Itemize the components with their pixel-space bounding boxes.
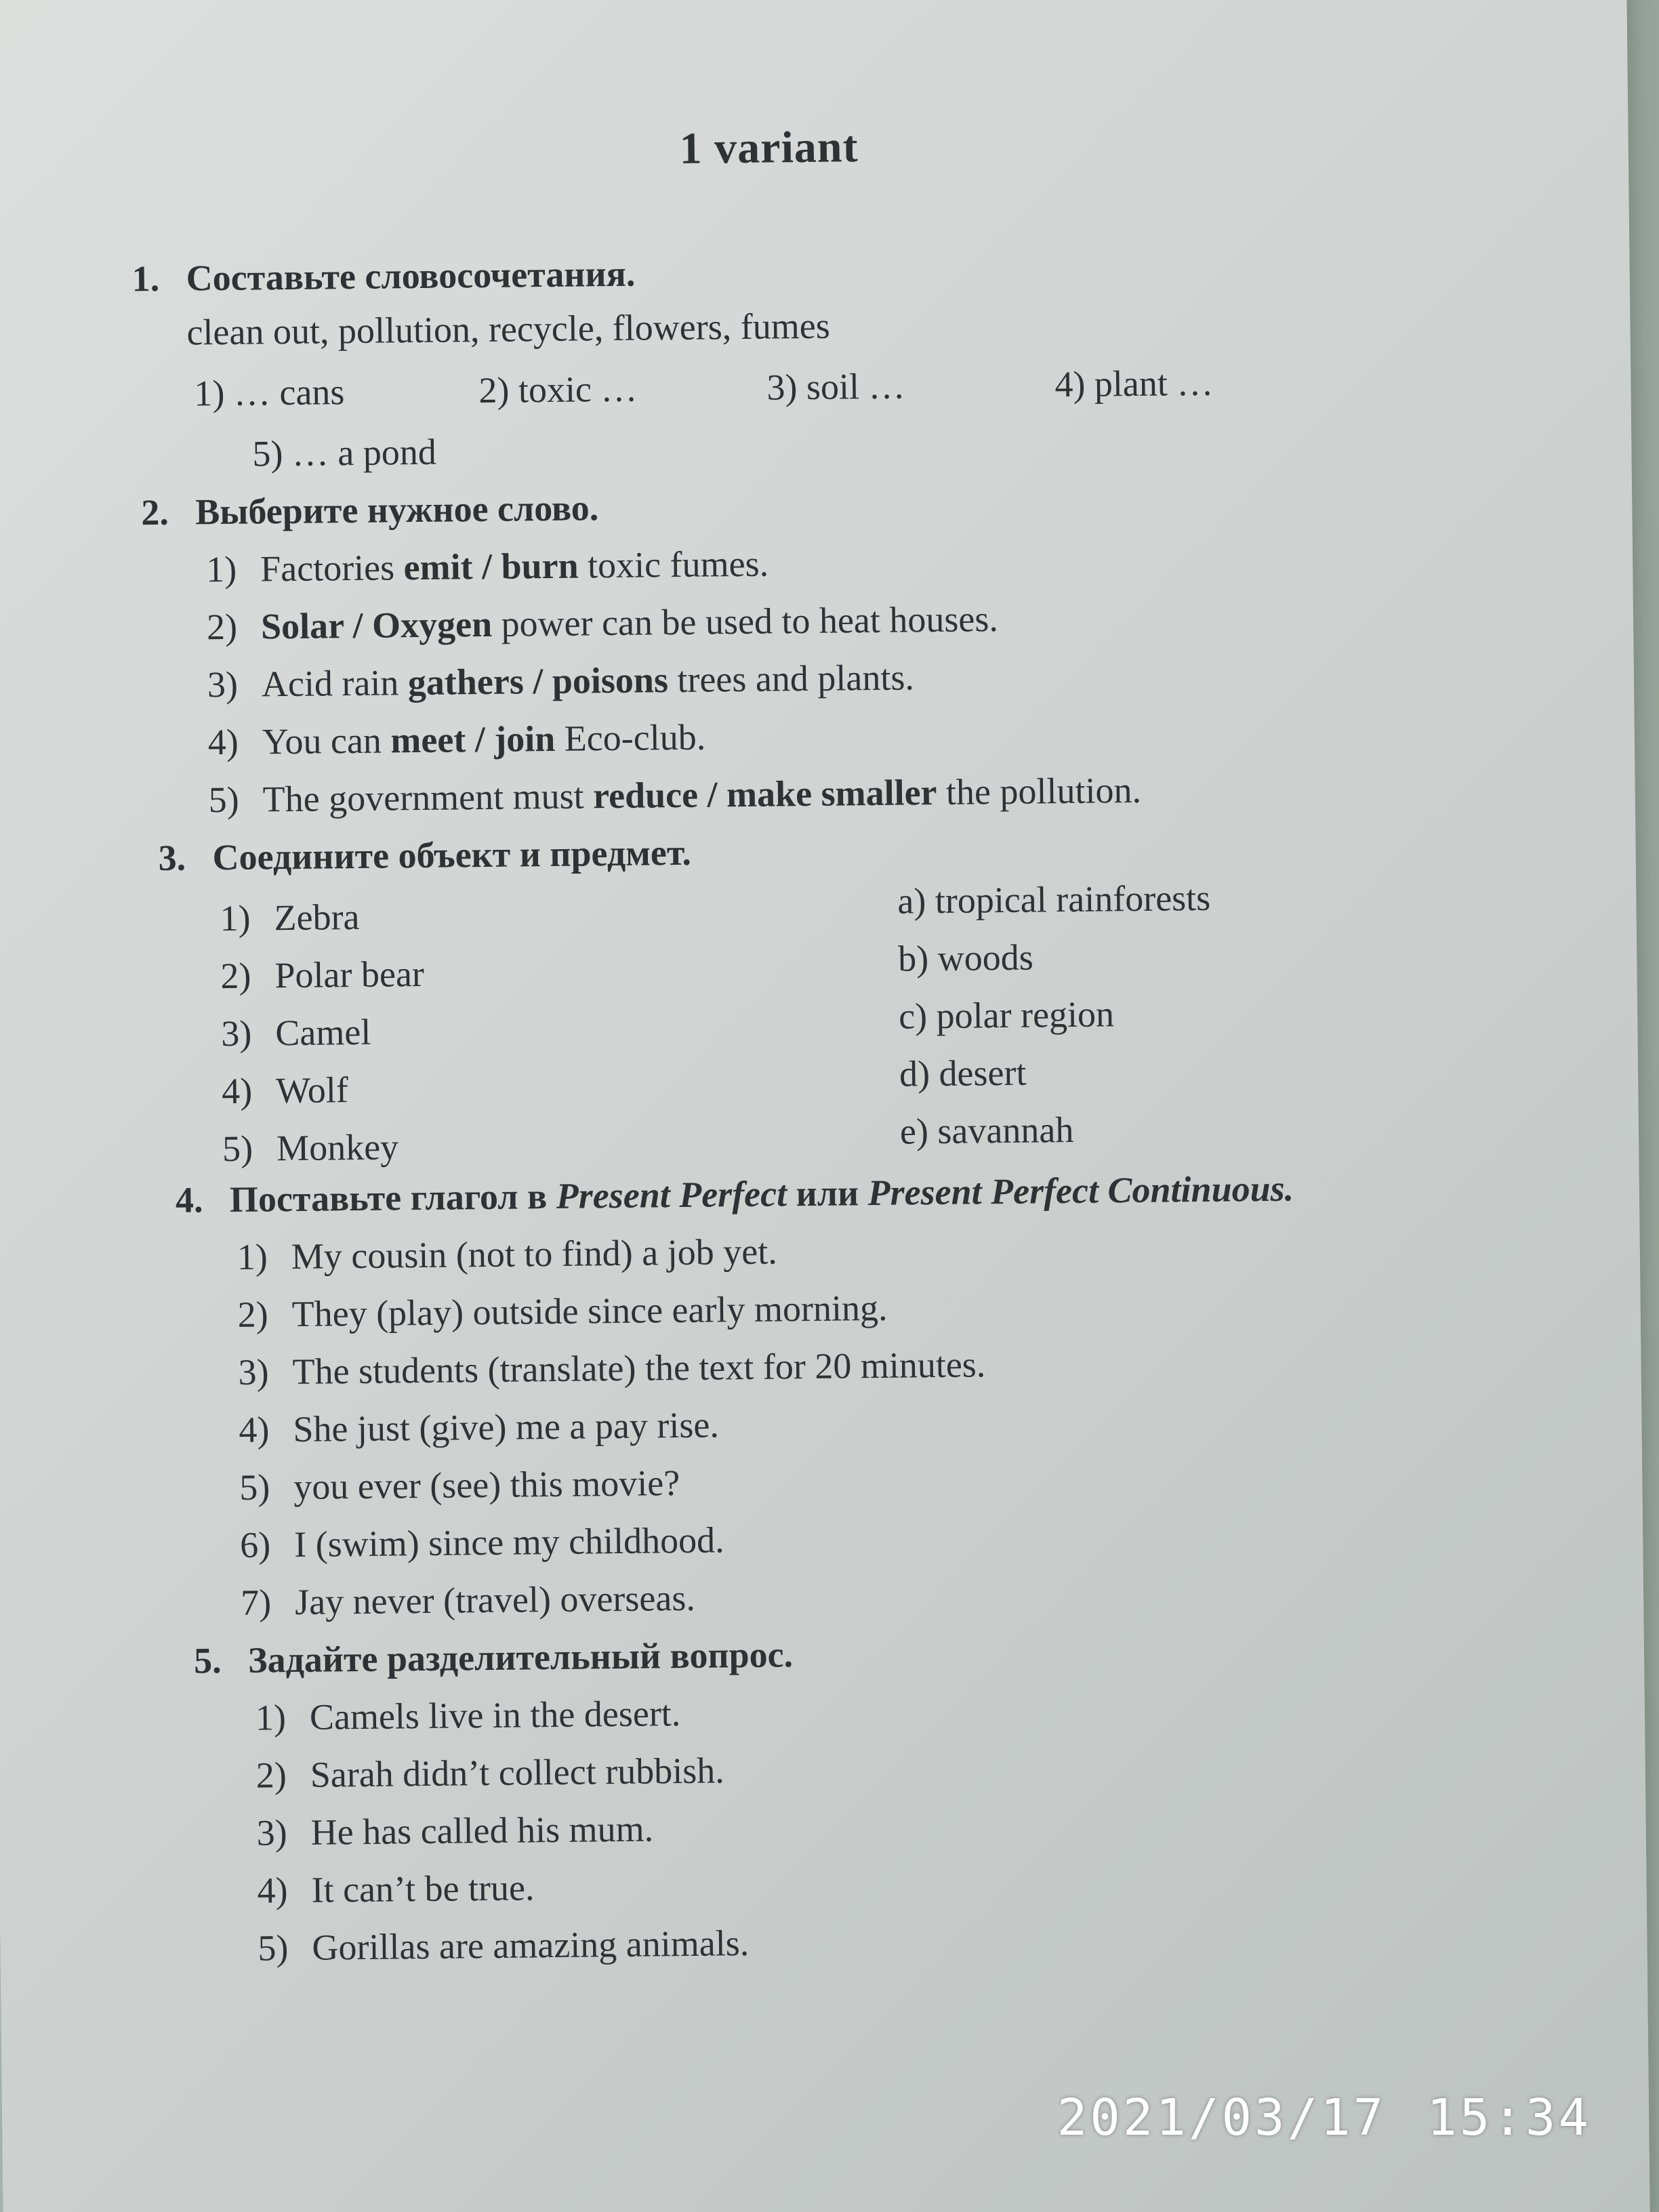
- item-text: Polar bear: [274, 953, 425, 996]
- item-text: power can be used to heat houses.: [491, 598, 999, 644]
- task-2-item-4: [208, 716, 706, 764]
- task-2-heading: [141, 487, 599, 533]
- item-choice: emit / burn: [403, 545, 579, 588]
- task-5-item-4: [257, 1866, 534, 1911]
- item-number: 5): [208, 779, 240, 821]
- item-number: 5): [258, 1927, 289, 1969]
- item-text: the pollution.: [937, 769, 1142, 813]
- item-text: trees and plants.: [668, 657, 915, 701]
- item-number: 1): [220, 897, 251, 939]
- item-text: Jay never (travel) overseas.: [294, 1577, 696, 1622]
- item-number: 2): [206, 606, 238, 648]
- task-5-item-3: [256, 1807, 653, 1853]
- task-3-left-5: [222, 1126, 399, 1170]
- task-4-number: 4.: [175, 1179, 203, 1221]
- item-number: 3): [207, 663, 239, 705]
- task-3-right-c: c) polar region: [898, 994, 1115, 1037]
- task-4-item-5: [239, 1462, 680, 1509]
- task-4-item-7: [241, 1577, 695, 1624]
- task-3-number: 3.: [158, 837, 186, 879]
- item-number: 4): [207, 721, 239, 763]
- item-text: Camels live in the desert.: [309, 1693, 681, 1738]
- item-text: The government must: [262, 775, 594, 820]
- item-text: The students (translate) the text for 20 minutes.: [292, 1344, 986, 1393]
- task-2-item-3: [207, 656, 914, 705]
- item-number: 1): [255, 1697, 287, 1738]
- item-number: 5): [222, 1128, 253, 1170]
- task-3-left-2: [220, 953, 424, 997]
- item-text: Gorillas are amazing animals.: [312, 1922, 750, 1968]
- item-text: You can: [262, 720, 391, 762]
- item-text: toxic fumes.: [578, 543, 769, 586]
- item-text: Factories: [260, 547, 404, 590]
- task-1-word-bank: clean out, pollution, recycle, flowers, fumes: [186, 305, 830, 353]
- task-5-number: 5.: [193, 1640, 222, 1681]
- item-number: 4): [257, 1870, 288, 1911]
- item-number: 1): [237, 1236, 268, 1277]
- task-3-left-1: [220, 896, 360, 939]
- task-4-item-2: [237, 1287, 887, 1336]
- item-text: you ever (see) this movie?: [293, 1462, 680, 1507]
- task-3-right-e: e) savannah: [899, 1109, 1074, 1152]
- task-2-item-2: [207, 598, 998, 648]
- task-5-item-5: [258, 1922, 749, 1969]
- task-1-item-3: 3) soil …: [766, 365, 905, 408]
- task-1-item-1: 1) … cans: [194, 371, 345, 414]
- task-3-title: Соедините объект и предмет.: [212, 832, 692, 878]
- item-choice: gathers / poisons: [407, 659, 669, 703]
- task-1-item-2: 2) toxic …: [478, 368, 638, 411]
- task-1-title: Составьте словосочетания.: [186, 253, 636, 299]
- item-text: Eco-club.: [554, 716, 706, 759]
- task-5-item-2: [255, 1749, 724, 1796]
- task-1-item-5: 5) … a pond: [252, 431, 437, 474]
- item-text: I (swim) since my childhood.: [293, 1519, 724, 1565]
- item-text: Monkey: [276, 1126, 399, 1169]
- item-text: Camel: [275, 1011, 371, 1054]
- task-2-item-1: [206, 543, 769, 591]
- task-5-item-1: [255, 1692, 681, 1739]
- task-1-item-4: 4) plant …: [1054, 362, 1214, 405]
- task-4-title: Поставьте глагол в: [229, 1175, 557, 1220]
- item-text: They (play) outside since early morning.: [291, 1287, 888, 1335]
- task-5-title: Задайте разделительный вопрос.: [247, 1634, 794, 1681]
- task-4-tense-2: Present Perfect Continuous.: [867, 1168, 1294, 1214]
- item-number: 2): [237, 1294, 268, 1335]
- item-number: 3): [238, 1351, 269, 1393]
- task-4-title-mid: или: [786, 1172, 868, 1214]
- item-number: 3): [256, 1812, 287, 1853]
- task-3-left-4: [222, 1069, 348, 1112]
- task-1-number: 1.: [131, 258, 160, 300]
- task-4-item-4: [239, 1404, 719, 1450]
- task-3-right-a: a) tropical rainforests: [897, 877, 1211, 922]
- item-choice: meet / join: [390, 718, 556, 761]
- item-text: Wolf: [275, 1069, 349, 1111]
- item-number: 1): [205, 548, 237, 590]
- photo-timestamp: [1057, 2089, 1591, 2147]
- item-text: It can’t be true.: [311, 1867, 535, 1910]
- task-3-left-3: [221, 1011, 371, 1054]
- item-number: 2): [220, 955, 251, 997]
- item-number: 4): [239, 1409, 270, 1450]
- item-text: Sarah didn’t collect rubbish.: [310, 1750, 724, 1795]
- task-3-heading: [158, 832, 691, 879]
- item-text: Zebra: [274, 896, 360, 939]
- item-text: He has called his mum.: [310, 1808, 654, 1853]
- timestamp-time: 15:34: [1427, 2089, 1591, 2147]
- task-2-item-5: [208, 769, 1141, 821]
- timestamp-date: 2021/03/17: [1057, 2089, 1387, 2147]
- item-choice: reduce / make smaller: [592, 772, 937, 817]
- task-2-title: Выберите нужное слово.: [194, 487, 599, 533]
- task-4-item-1: [237, 1231, 777, 1278]
- item-number: 3): [221, 1012, 252, 1054]
- task-5-heading: [194, 1633, 794, 1681]
- page-title: 1 variant: [679, 122, 859, 173]
- task-3-right-b: b) woods: [897, 937, 1034, 979]
- task-4-item-6: [240, 1519, 724, 1565]
- task-2-number: 2.: [140, 491, 169, 533]
- task-4-tense-1: Present Perfect: [556, 1173, 787, 1216]
- item-text: She just (give) me a pay rise.: [293, 1404, 720, 1450]
- item-number: 7): [240, 1582, 272, 1623]
- item-number: 6): [239, 1524, 271, 1565]
- task-3-right-d: d) desert: [899, 1052, 1027, 1094]
- item-number: 2): [255, 1755, 287, 1796]
- item-number: 5): [239, 1467, 270, 1508]
- item-text: My cousin (not to find) a job yet.: [291, 1231, 777, 1277]
- task-1-heading: [131, 253, 635, 300]
- item-text: Acid rain: [261, 662, 409, 705]
- item-choice: Solar / Oxygen: [260, 603, 493, 647]
- item-number: 4): [221, 1070, 253, 1112]
- task-4-item-3: [238, 1343, 985, 1393]
- task-4-heading: [176, 1168, 1294, 1221]
